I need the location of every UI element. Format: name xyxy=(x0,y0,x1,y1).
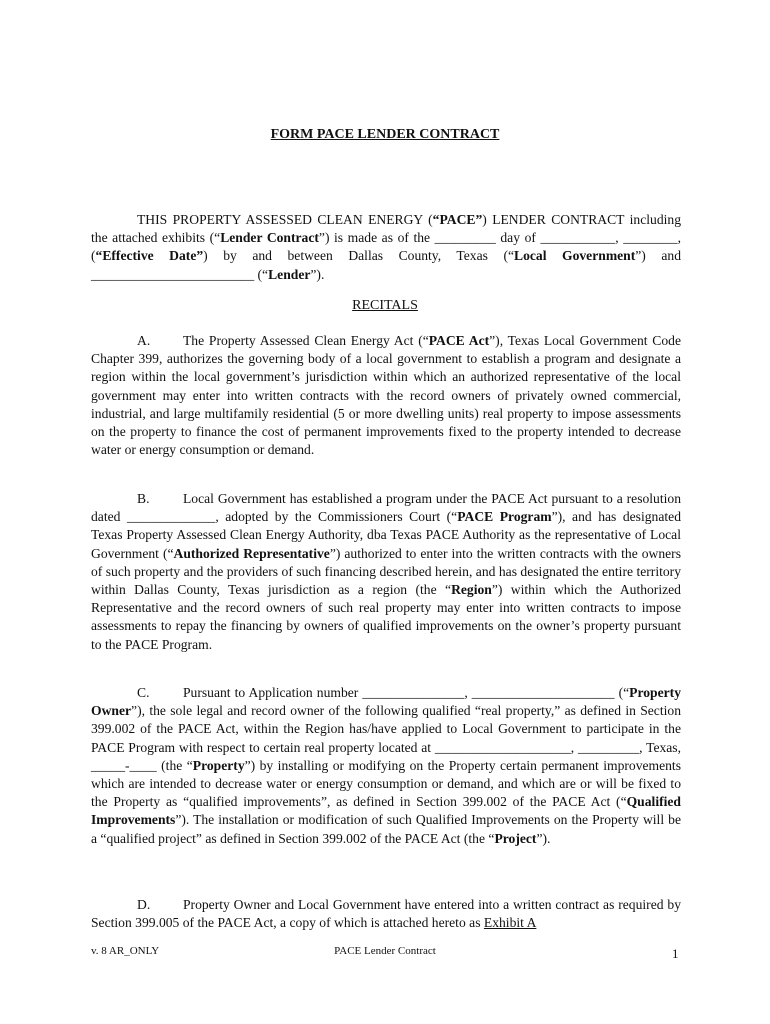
defined-term: PACE Program xyxy=(457,509,552,525)
defined-term: Authorized Representative xyxy=(173,545,330,561)
recital-a xyxy=(91,332,681,459)
defined-term: “PACE” xyxy=(432,212,483,227)
recital-text: Local Government has established a program under the PACE Act pursuant to a resolution dated _____________, adopted by the Commissioners Court (“ xyxy=(91,491,681,525)
document-title: FORM PACE LENDER CONTRACT xyxy=(270,127,500,142)
recital-text: Pursuant to Application number _______________, _____________________ (“ xyxy=(183,685,630,700)
recital-text: The Property Assessed Clean Energy Act (“ xyxy=(183,333,429,348)
recital-text: ”). xyxy=(536,830,551,846)
recital-label: C. xyxy=(137,685,150,700)
recital-text: ”) within which the Authorized Representative and the record owners of such real property may enter into written contracts to impose assessments to repay the financing by owners of qualified improvements on the owner’s property pursuant to the PACE Program. xyxy=(91,582,681,652)
intro-text: ”) is made as of the _________ day of ___________, ________, ( xyxy=(91,230,681,264)
recital-text: ”). The installation or modification of such Qualified Improvements on the Property will be a “qualified project” as defined in Section 399.002 of the PACE Act (the “ xyxy=(91,812,681,846)
intro-text: ”) and ________________________ (“ xyxy=(91,248,681,282)
intro-text: ) by and between Dallas County, Texas (“ xyxy=(203,248,515,264)
page-number: 1 xyxy=(672,946,679,961)
defined-term: “Effective Date” xyxy=(95,248,204,264)
recital-b xyxy=(91,490,681,654)
recital-text: ”), Texas Local Government Code Chapter 399, authorizes the governing body of a local government to establish a program and designate a region within the local government’s jurisdiction within which an authorized representative of the local government may enter into written contracts with the record owners of privately owned commercial, industrial, and large multifamily residential (5 or more dwelling units) real property to impose assessments on the property to finance the cost of permanent improvements fixed to the property intended to decrease water or energy consumption or demand. xyxy=(91,333,681,458)
defined-term: Qualified Improvements xyxy=(91,794,681,828)
recital-label: D. xyxy=(137,897,151,912)
intro-paragraph xyxy=(91,211,681,284)
footer-title: PACE Lender Contract xyxy=(334,945,436,957)
recital-label: B. xyxy=(137,491,150,506)
defined-term: Lender Contract xyxy=(220,230,319,246)
defined-term: Local Government xyxy=(514,248,636,264)
recital-c xyxy=(91,684,681,848)
recital-text: ”) by installing or modifying on the Property certain permanent improvements which are intended to decrease water or energy consumption or demand, and which are or will be fixed to the Property as “qualified improvements”, as defined in Section 399.002 of the PACE Act (“ xyxy=(91,757,681,810)
defined-term: Lender xyxy=(268,266,311,282)
recital-text: ”) authorized to enter into the written contracts with the owners of such property and the providers of such financing described herein, and has designated the entire territory within Dallas County, Texas jurisdiction as a region (the “ xyxy=(91,545,682,598)
footer-version: v. 8 AR_ONLY xyxy=(91,945,160,957)
defined-term: Project xyxy=(494,830,537,846)
recital-d xyxy=(91,896,681,932)
intro-text: ”). xyxy=(310,266,325,282)
defined-term: PACE Act xyxy=(428,333,490,348)
recitals-heading: RECITALS xyxy=(352,298,418,313)
intro-text: ) LENDER CONTRACT including the attached exhibits (“ xyxy=(91,212,681,246)
defined-term: Region xyxy=(451,582,492,598)
recital-label: A. xyxy=(137,333,151,348)
defined-term: Property xyxy=(192,757,245,773)
defined-term: Property Owner xyxy=(91,685,681,719)
recital-text: Property Owner and Local Government have entered into a written contract as required by Section 399.005 of the PACE Act, a copy of which is attached hereto as xyxy=(91,897,681,931)
intro-text: THIS PROPERTY ASSESSED CLEAN ENERGY ( xyxy=(137,212,433,227)
recital-text: ”), the sole legal and record owner of the following qualified “real property,” as defined in Section 399.002 of the PACE Act, within the Region has/have applied to Local Government to participate in the PACE Program with respect to certain real property located at ____________________, _________, Texas, _____-____ (the “ xyxy=(91,703,681,773)
recital-text: ”), and has designated Texas Property Assessed Clean Energy Authority, dba Texas PACE Authority as the representative of Local Government (“ xyxy=(91,509,681,561)
exhibit-a-reference: Exhibit A xyxy=(483,915,537,931)
